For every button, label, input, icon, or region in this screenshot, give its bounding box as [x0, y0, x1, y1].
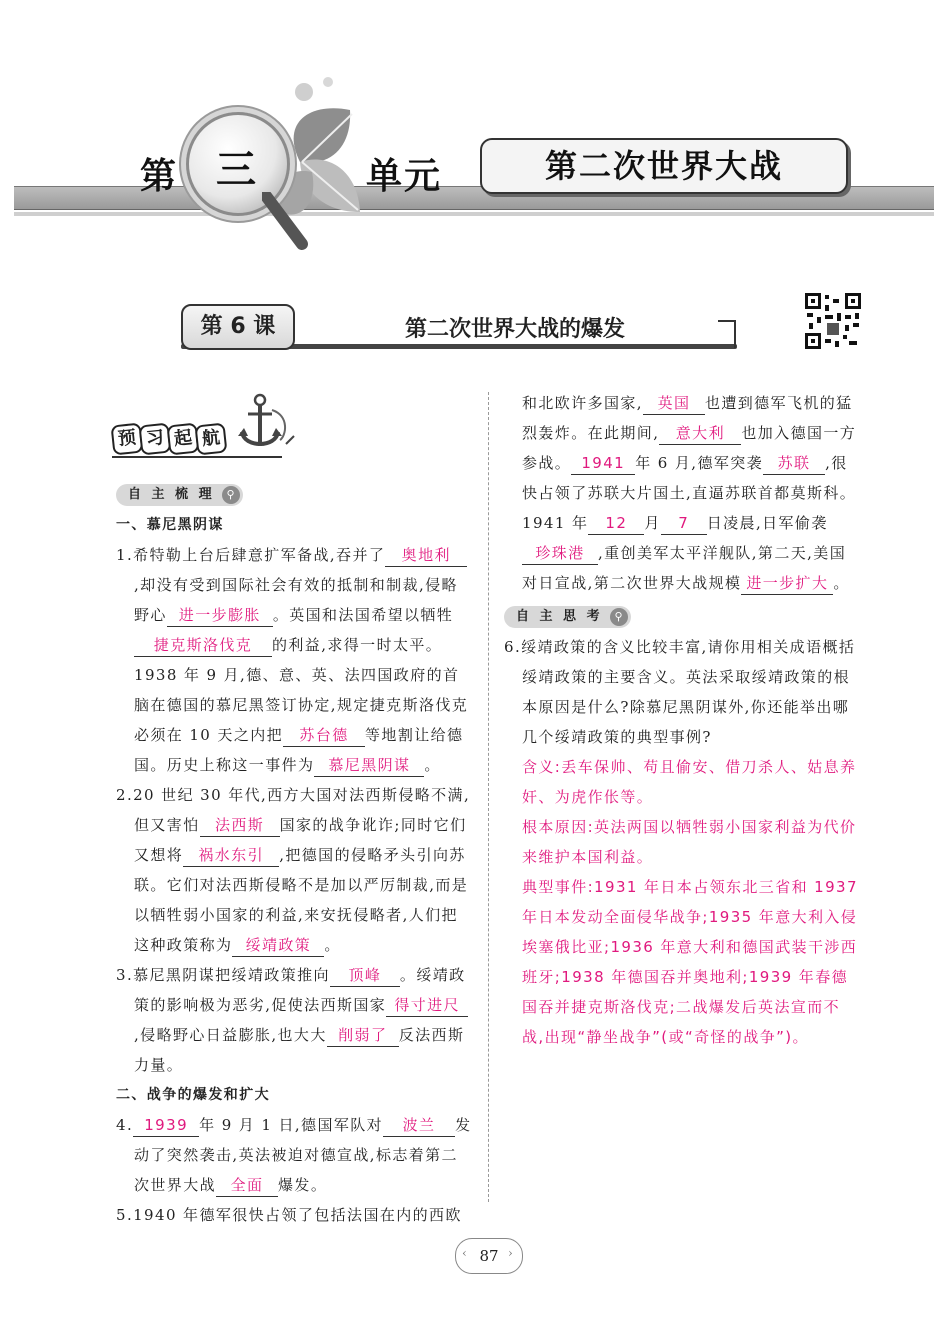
question-1: [116, 540, 472, 780]
section-heading-2: 二、战争的爆发和扩大: [116, 1087, 270, 1103]
q2-text-4: 。: [324, 936, 341, 954]
self-think-row: [504, 600, 862, 630]
answer-root-cause: 根本原因:英法两国以牺牲弱小国家利益为代价来维护本国利益。: [522, 818, 857, 866]
answer-blank: 慕尼黑阴谋: [314, 754, 424, 777]
preview-banner-char: 起: [167, 423, 200, 456]
self-think-text: 自 主 思 考: [516, 609, 603, 624]
answer-blank: 捷克斯洛伐克: [134, 634, 272, 657]
q5-text-3: 也加入德国一方参战。: [522, 424, 857, 472]
q5-text-7: 日凌晨,日军偷袭: [706, 514, 828, 532]
question-3: [116, 960, 472, 1080]
q5-text-1: 和北欧许多国家,: [522, 394, 643, 412]
lesson-header-corner: [718, 320, 736, 348]
q1-text-5: 等地割让给德国。历史上称这一事件为: [134, 726, 464, 774]
search-icon: ⚲: [222, 486, 240, 504]
q2-text-3: ,把德国的侵略矛头引向苏联。它们对法西斯侵略不是加以严厉制裁,而是以牺牲弱小国家的利益,来安抚侵略者,人们把这种政策称为: [134, 846, 469, 954]
column-divider: [488, 392, 489, 1202]
answer-blank: 进一步膨胀: [167, 604, 273, 627]
answer-blank: 珍珠港: [522, 542, 598, 565]
q2-text-2: 国家的战争讹诈;同时它们又想将: [134, 816, 467, 864]
self-review-label: [116, 484, 243, 506]
answer-meaning: 含义:丢车保帅、苟且偷安、借刀杀人、姑息养奸、为虎作伥等。: [522, 758, 857, 806]
page-number: 87: [455, 1238, 523, 1274]
right-column: [504, 388, 862, 1052]
q5-text-5: ,很快占领了苏联大片国土,直逼苏联首都莫斯科。1941 年: [522, 454, 857, 532]
q5-text-8: ,重创美军太平洋舰队,第二天,美国对日宣战,第二次世界大战规模: [522, 544, 847, 592]
question-6: 6.绥靖政策的含义比较丰富,请你用相关成语概括绥靖政策的主要含义。英法采取绥靖政策的根本原因是什么?除慕尼黑阴谋外,你还能举出哪几个绥靖政策的典型事例?: [504, 638, 856, 746]
answer-blank: 1939: [133, 1114, 199, 1137]
q4-text-1: 年 9 月 1 日,德国军队对: [199, 1116, 384, 1134]
q3-text-1: 3.慕尼黑阴谋把绥靖政策推向: [116, 966, 330, 984]
answer-blank: 意大利: [659, 422, 741, 445]
q1-text-1: 1.希特勒上台后肆意扩军备战,吞并了: [116, 546, 386, 564]
q4-text-2: 发动了突然袭击,英法被迫对德宣战,标志着第二次世界大战: [134, 1116, 472, 1194]
answer-blank: 苏联: [763, 452, 825, 475]
answer-blank: 得寸进尺: [386, 994, 468, 1017]
answer-blank: 1941: [571, 452, 635, 475]
q5-text-4: 年 6 月,德军突袭: [635, 454, 764, 472]
qr-code-icon: [805, 293, 861, 349]
chevron-left-icon: ‹: [462, 1246, 467, 1260]
q1-text-4: 的利益,求得一时太平。1938 年 9 月,德、意、英、法四国政府的首脑在德国的慕尼黑签订协定,规定捷克斯洛伐克必须在 10 天之内把: [134, 636, 469, 744]
answer-blank: 12: [588, 512, 644, 535]
answer-blank: 祸水东引: [183, 844, 279, 867]
q4-number: 4.: [116, 1116, 134, 1134]
unit-header-underline: [14, 212, 934, 216]
answer-typical-events: 典型事件:1931 年日本占领东北三省和 1937 年日本发动全面侵华战争;1935 年意大利入侵埃塞俄比亚;1936 年意大利和德国武装干涉西班牙;1938 年德国吞并奥地利;1939 年春德国吞并捷克斯洛伐克;二战爆发后英法宣而不战,出现“静坐战争”(或“奇怪的战争”)。: [522, 878, 858, 1046]
question-4: [116, 1110, 472, 1200]
q3-text-4: 反法西斯力量。: [134, 1026, 465, 1074]
preview-banner-char: 航: [195, 423, 228, 456]
q1-text-3: 。英国和法国希望以牺牲: [272, 606, 454, 624]
self-think-label: [504, 606, 631, 628]
preview-banner-char: 习: [139, 423, 172, 456]
section-heading-1: 一、慕尼黑阴谋: [116, 517, 224, 533]
question-5-continued: [504, 388, 862, 598]
chevron-right-icon: ›: [508, 1246, 513, 1260]
unit-label-prefix: 第: [140, 156, 179, 197]
q4-text-3: 爆发。: [278, 1176, 328, 1194]
unit-label-suffix: 单元: [366, 156, 443, 197]
search-icon: ⚲: [610, 608, 628, 626]
answer-blank: 波兰: [383, 1114, 455, 1137]
q3-text-3: ,侵略野心日益膨胀,也大大: [134, 1026, 327, 1044]
left-column: [116, 478, 472, 1230]
question-5-start: 5.1940 年德军很快占领了包括法国在内的西欧: [116, 1206, 462, 1224]
preview-banner-char: 预: [111, 423, 144, 456]
q5-text-9: 。: [833, 574, 850, 592]
self-review-text: 自 主 梳 理: [128, 487, 215, 502]
answer-blank: 英国: [643, 392, 705, 415]
answer-blank: 全面: [216, 1174, 278, 1197]
answer-blank: 奥地利: [385, 544, 467, 567]
lesson-number-tab: 第 6 课: [181, 304, 295, 350]
q2-text-1: 2.20 世纪 30 年代,西方大国对法西斯侵略不满,但又害怕: [116, 786, 471, 834]
q3-text-2: 。绥靖政策的影响极为恶劣,促使法西斯国家: [134, 966, 466, 1014]
q1-text-6: 。: [424, 756, 441, 774]
lesson-title: 第二次世界大战的爆发: [404, 317, 625, 342]
unit-title: 第二次世界大战: [480, 138, 848, 194]
preview-banner: [112, 424, 224, 458]
q1-text-2: ,却没有受到国际社会有效的抵制和制裁,侵略野心: [134, 576, 458, 624]
magnifier-handle-icon: [262, 192, 312, 252]
anchor-icon: [236, 392, 296, 462]
question-2: [116, 780, 472, 960]
answer-blank: 苏台德: [283, 724, 365, 747]
q5-text-6: 月: [644, 514, 661, 532]
answer-blank: 削弱了: [327, 1024, 399, 1047]
q5-text-2: 也遭到德军飞机的猛烈轰炸。在此期间,: [522, 394, 853, 442]
answer-blank: 顶峰: [330, 964, 400, 987]
answer-blank: 绥靖政策: [232, 934, 324, 957]
answer-blank: 法西斯: [200, 814, 280, 837]
unit-number: 三: [216, 147, 256, 193]
answer-blank: 进一步扩大: [741, 572, 833, 595]
answer-blank: 7: [661, 512, 707, 535]
